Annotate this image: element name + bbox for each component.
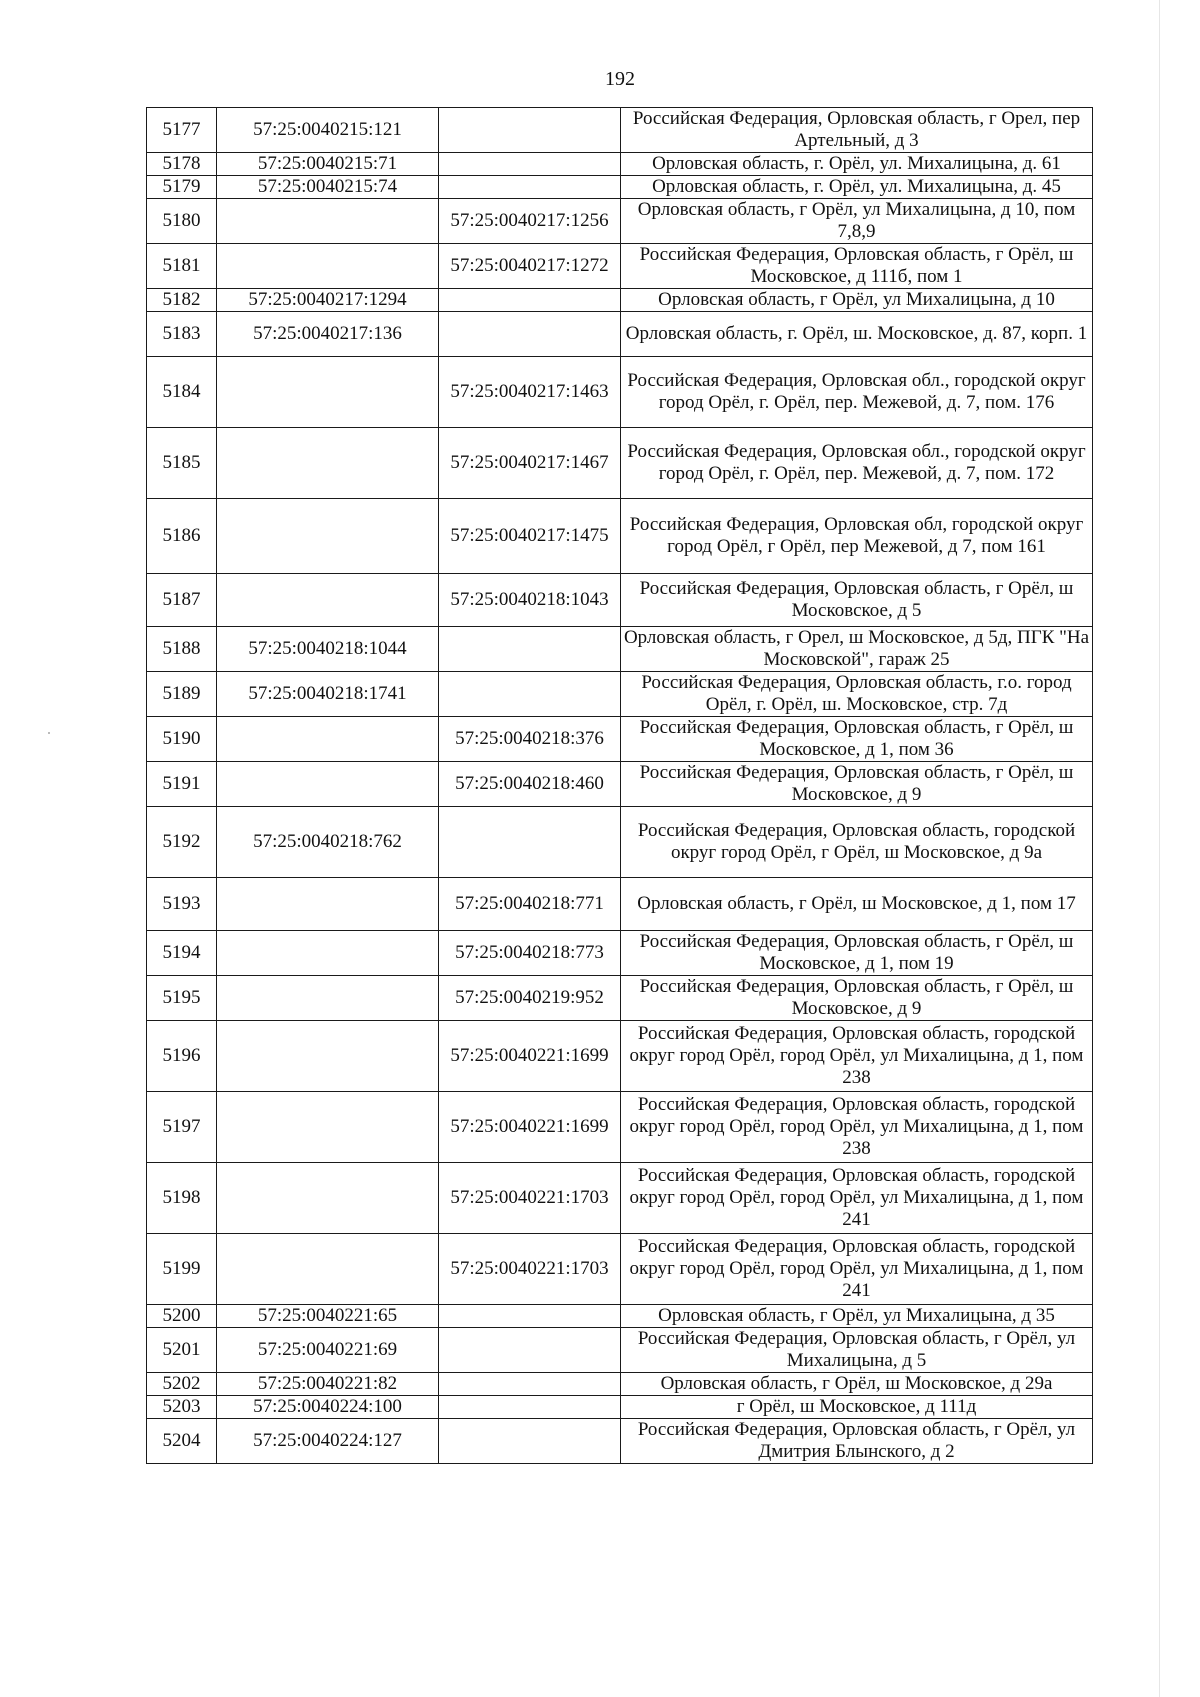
address: г Орёл, ш Московское, д 111д (621, 1396, 1093, 1419)
cadastral-number (217, 199, 439, 244)
cadastral-number: 57:25:0040218:1044 (217, 627, 439, 672)
cadastral-number (217, 762, 439, 807)
address: Российская Федерация, Орловская область, городской округ город Орёл, город Орёл, ул Михалицына, д 1, пом 241 (621, 1163, 1093, 1234)
premises-cadastral-number: 57:25:0040217:1256 (439, 199, 621, 244)
address: Российская Федерация, Орловская область, г.о. город Орёл, г. Орёл, ш. Московское, стр. 7д (621, 672, 1093, 717)
cadastral-number (217, 931, 439, 976)
row-number: 5183 (147, 312, 217, 357)
premises-cadastral-number: 57:25:0040217:1467 (439, 428, 621, 499)
premises-cadastral-number (439, 1419, 621, 1464)
table-row (147, 878, 1093, 931)
address: Орловская область, г Орел, ш Московское, д 5д, ПГК "На Московской", гараж 25 (621, 627, 1093, 672)
cadastral-number: 57:25:0040215:71 (217, 153, 439, 176)
premises-cadastral-number (439, 1305, 621, 1328)
premises-cadastral-number: 57:25:0040221:1699 (439, 1092, 621, 1163)
row-number: 5177 (147, 108, 217, 153)
row-number: 5185 (147, 428, 217, 499)
table-row (147, 574, 1093, 627)
cadastral-number: 57:25:0040221:69 (217, 1328, 439, 1373)
premises-cadastral-number: 57:25:0040217:1272 (439, 244, 621, 289)
table-row (147, 762, 1093, 807)
cadastral-number (217, 1021, 439, 1092)
premises-cadastral-number: 57:25:0040221:1699 (439, 1021, 621, 1092)
address: Орловская область, г Орёл, ул Михалицына, д 10 (621, 289, 1093, 312)
address: Российская Федерация, Орловская область, городской округ город Орёл, г Орёл, ш Московское, д 9а (621, 807, 1093, 878)
cadastral-number: 57:25:0040221:82 (217, 1373, 439, 1396)
table-row (147, 199, 1093, 244)
table-row (147, 428, 1093, 499)
address: Орловская область, г Орёл, ш Московское, д 29а (621, 1373, 1093, 1396)
table-row (147, 153, 1093, 176)
premises-cadastral-number: 57:25:0040219:952 (439, 976, 621, 1021)
row-number: 5195 (147, 976, 217, 1021)
page-number: 192 (605, 68, 635, 90)
table-row (147, 176, 1093, 199)
table-row (147, 1373, 1093, 1396)
table-row (147, 312, 1093, 357)
row-number: 5180 (147, 199, 217, 244)
table-row (147, 717, 1093, 762)
premises-cadastral-number (439, 1328, 621, 1373)
address: Российская Федерация, Орловская область, г Орёл, ш Московское, д 9 (621, 976, 1093, 1021)
address: Российская Федерация, Орловская область, г Орёл, ш Московское, д 5 (621, 574, 1093, 627)
row-number: 5179 (147, 176, 217, 199)
cadastral-number (217, 717, 439, 762)
table-row (147, 627, 1093, 672)
row-number: 5198 (147, 1163, 217, 1234)
table-row (147, 357, 1093, 428)
address: Российская Федерация, Орловская область, г Орел, пер Артельный, д 3 (621, 108, 1093, 153)
premises-cadastral-number: 57:25:0040217:1463 (439, 357, 621, 428)
scan-edge-line (1159, 0, 1160, 1697)
table-row (147, 672, 1093, 717)
table-row (147, 108, 1093, 153)
premises-cadastral-number: 57:25:0040221:1703 (439, 1234, 621, 1305)
premises-cadastral-number (439, 1373, 621, 1396)
address: Орловская область, г. Орёл, ш. Московское, д. 87, корп. 1 (621, 312, 1093, 357)
premises-cadastral-number (439, 108, 621, 153)
premises-cadastral-number (439, 176, 621, 199)
table-row (147, 976, 1093, 1021)
premises-cadastral-number: 57:25:0040218:376 (439, 717, 621, 762)
address: Орловская область, г. Орёл, ул. Михалицына, д. 61 (621, 153, 1093, 176)
address: Орловская область, г. Орёл, ул. Михалицына, д. 45 (621, 176, 1093, 199)
premises-cadastral-number (439, 807, 621, 878)
address: Орловская область, г Орёл, ш Московское, д 1, пом 17 (621, 878, 1093, 931)
table-row (147, 1092, 1093, 1163)
address: Орловская область, г Орёл, ул Михалицына, д 10, пом 7,8,9 (621, 199, 1093, 244)
cadastral-number (217, 1092, 439, 1163)
cadastral-number: 57:25:0040215:74 (217, 176, 439, 199)
row-number: 5184 (147, 357, 217, 428)
row-number: 5199 (147, 1234, 217, 1305)
premises-cadastral-number (439, 312, 621, 357)
table-row (147, 1163, 1093, 1234)
premises-cadastral-number: 57:25:0040218:1043 (439, 574, 621, 627)
table-row (147, 1396, 1093, 1419)
cadastral-number: 57:25:0040218:762 (217, 807, 439, 878)
row-number: 5203 (147, 1396, 217, 1419)
cadastral-number (217, 357, 439, 428)
row-number: 5193 (147, 878, 217, 931)
table-row (147, 1305, 1093, 1328)
cadastral-number: 57:25:0040224:127 (217, 1419, 439, 1464)
address: Российская Федерация, Орловская область, г Орёл, ш Московское, д 1, пом 36 (621, 717, 1093, 762)
row-number: 5191 (147, 762, 217, 807)
cadastral-number (217, 1234, 439, 1305)
premises-cadastral-number: 57:25:0040218:460 (439, 762, 621, 807)
row-number: 5181 (147, 244, 217, 289)
address: Российская Федерация, Орловская область, городской округ город Орёл, город Орёл, ул Михалицына, д 1, пом 238 (621, 1092, 1093, 1163)
row-number: 5182 (147, 289, 217, 312)
premises-cadastral-number (439, 627, 621, 672)
cadastral-number (217, 878, 439, 931)
row-number: 5200 (147, 1305, 217, 1328)
premises-cadastral-number: 57:25:0040221:1703 (439, 1163, 621, 1234)
table-row (147, 807, 1093, 878)
cadastral-number (217, 244, 439, 289)
cadastral-number (217, 574, 439, 627)
table-row (147, 931, 1093, 976)
scan-speck (48, 732, 50, 734)
address: Российская Федерация, Орловская область, городской округ город Орёл, город Орёл, ул Михалицына, д 1, пом 238 (621, 1021, 1093, 1092)
address: Российская Федерация, Орловская обл., городской округ город Орёл, г. Орёл, пер. Межевой, д. 7, пом. 172 (621, 428, 1093, 499)
cadastral-number (217, 976, 439, 1021)
address: Российская Федерация, Орловская область, г Орёл, ш Московское, д 9 (621, 762, 1093, 807)
address: Российская Федерация, Орловская область, г Орёл, ул Михалицына, д 5 (621, 1328, 1093, 1373)
premises-cadastral-number (439, 289, 621, 312)
cadastral-number (217, 1163, 439, 1234)
address: Российская Федерация, Орловская обл, городской округ город Орёл, г Орёл, пер Межевой, д 7, пом 161 (621, 499, 1093, 574)
table-row (147, 1021, 1093, 1092)
row-number: 5190 (147, 717, 217, 762)
row-number: 5189 (147, 672, 217, 717)
cadastral-number: 57:25:0040217:1294 (217, 289, 439, 312)
premises-cadastral-number: 57:25:0040217:1475 (439, 499, 621, 574)
row-number: 5202 (147, 1373, 217, 1396)
premises-cadastral-number (439, 672, 621, 717)
cadastral-number (217, 428, 439, 499)
row-number: 5187 (147, 574, 217, 627)
cadastral-number: 57:25:0040224:100 (217, 1396, 439, 1419)
row-number: 5204 (147, 1419, 217, 1464)
row-number: 5197 (147, 1092, 217, 1163)
premises-cadastral-number: 57:25:0040218:771 (439, 878, 621, 931)
premises-cadastral-number (439, 1396, 621, 1419)
row-number: 5194 (147, 931, 217, 976)
table-row (147, 499, 1093, 574)
row-number: 5196 (147, 1021, 217, 1092)
address: Российская Федерация, Орловская область, г Орёл, ш Московское, д 1, пом 19 (621, 931, 1093, 976)
address: Российская Федерация, Орловская область, г Орёл, ул Дмитрия Блынского, д 2 (621, 1419, 1093, 1464)
premises-cadastral-number: 57:25:0040218:773 (439, 931, 621, 976)
address: Российская Федерация, Орловская область, городской округ город Орёл, город Орёл, ул Михалицына, д 1, пом 241 (621, 1234, 1093, 1305)
row-number: 5186 (147, 499, 217, 574)
table-row (147, 1328, 1093, 1373)
row-number: 5178 (147, 153, 217, 176)
table-row (147, 244, 1093, 289)
premises-cadastral-number (439, 153, 621, 176)
table-row (147, 1419, 1093, 1464)
property-register-table (146, 107, 1093, 1464)
address: Орловская область, г Орёл, ул Михалицына, д 35 (621, 1305, 1093, 1328)
address: Российская Федерация, Орловская область, г Орёл, ш Московское, д 111б, пом 1 (621, 244, 1093, 289)
row-number: 5188 (147, 627, 217, 672)
cadastral-number (217, 499, 439, 574)
address: Российская Федерация, Орловская обл., городской округ город Орёл, г. Орёл, пер. Межевой, д. 7, пом. 176 (621, 357, 1093, 428)
cadastral-number: 57:25:0040218:1741 (217, 672, 439, 717)
cadastral-number: 57:25:0040217:136 (217, 312, 439, 357)
cadastral-number: 57:25:0040215:121 (217, 108, 439, 153)
row-number: 5201 (147, 1328, 217, 1373)
row-number: 5192 (147, 807, 217, 878)
cadastral-number: 57:25:0040221:65 (217, 1305, 439, 1328)
table-row (147, 1234, 1093, 1305)
table-row (147, 289, 1093, 312)
